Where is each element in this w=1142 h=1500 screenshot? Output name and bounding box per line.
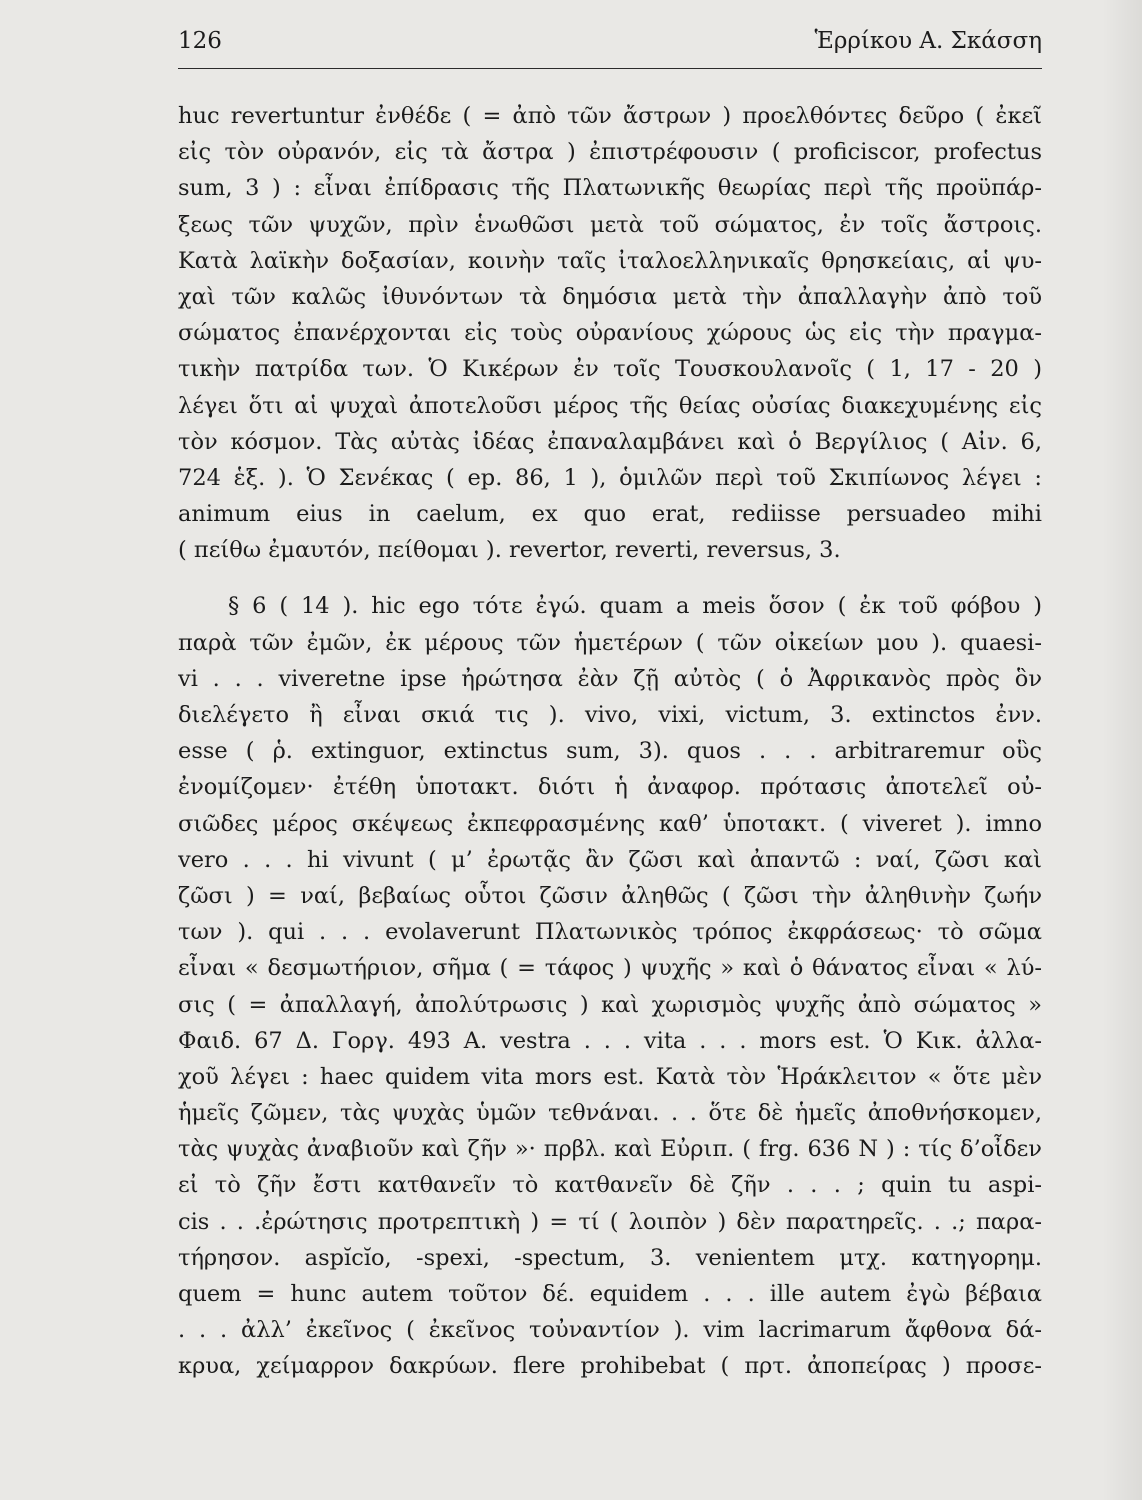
text-line: vi . . . viveretne ipse ἠρώτησα ἐὰν ζῇ αὐτὸς ( ὁ Ἀφρικανὸς πρὸς ὃν <box>178 665 1042 692</box>
text-line: σις ( = ἀπαλλαγή, ἀπολύτρωσις ) καὶ χωρισμὸς ψυχῆς ἀπὸ σώματος » <box>178 991 1042 1018</box>
body-text <box>178 98 1042 1385</box>
text-line: ξεως τῶν ψυχῶν, πρὶν ἑνωθῶσι μετὰ τοῦ σώματος, ἐν τοῖς ἄστροις. <box>178 211 1042 238</box>
text-line: τικὴν πατρίδα των. Ὁ Κικέρων ἐν τοῖς Τουσκουλανοῖς ( 1, 17 - 20 ) <box>178 356 1042 383</box>
paragraph <box>178 98 1042 568</box>
text-line: εἶναι « δεσμωτήριον, σῆμα ( = τάφος ) ψυχῆς » καὶ ὁ θάνατος εἶναι « λύ- <box>178 955 1042 982</box>
text-line: ζῶσι ) = ναί, βεβαίως οὗτοι ζῶσιν ἀληθῶς ( ζῶσι τὴν ἀληθινὴν ζωήν <box>178 882 1042 909</box>
text-line: λέγει ὅτι αἱ ψυχαὶ ἀποτελοῦσι μέρος τῆς θείας οὐσίας διακεχυμένης εἰς <box>178 392 1042 419</box>
text-line: ( πείθω ἐμαυτόν, πείθομαι ). revertor, reverti, reversus, 3. <box>178 537 841 564</box>
text-line: § 6 ( 14 ). hic ego τότε ἐγώ. quam a meis ὅσον ( ἐκ τοῦ φόβου ) <box>228 593 1042 620</box>
text-line: sum, 3 ) : εἶναι ἐπίδρασις τῆς Πλατωνικῆς θεωρίας περὶ τῆς προϋπάρ- <box>178 175 1042 202</box>
text-line: κρυα, χείμαρρον δακρύων. flere prohibebat ( πρτ. ἀποπείρας ) προσε- <box>178 1353 1042 1380</box>
header-rule <box>178 68 1042 69</box>
text-line: εἰ τὸ ζῆν ἔστι κατθανεῖν τὸ κατθανεῖν δὲ ζῆν . . . ; quin tu aspi- <box>178 1172 1042 1199</box>
text-line: cis . . .ἐρώτησις προτρεπτικὴ ) = τί ( λοιπὸν ) δὲν παρατηρεῖς. . .; παρα- <box>178 1208 1042 1235</box>
paragraph <box>178 588 1042 1384</box>
text-line: παρὰ τῶν ἐμῶν, ἐκ μέρους τῶν ἡμετέρων ( τῶν οἰκείων μου ). quaesi- <box>178 629 1042 656</box>
text-line: Φαιδ. 67 Δ. Γοργ. 493 Α. vestra . . . vita . . . mors est. Ὁ Κικ. ἀλλα- <box>178 1027 1042 1054</box>
text-line: χοῦ λέγει : haec quidem vita mors est. Κατὰ τὸν Ἡράκλειτον « ὅτε μὲν <box>178 1063 1042 1090</box>
running-head <box>178 28 1042 68</box>
text-line: εἰς τὸν οὐρανόν, εἰς τὰ ἄστρα ) ἐπιστρέφουσιν ( proficiscor, profectus <box>178 139 1042 166</box>
text-line: των ). qui . . . evolaverunt Πλατωνικὸς τρόπος ἐκφράσεως· τὸ σῶμα <box>178 919 1042 946</box>
text-line: huc revertuntur ἐνθέδε ( = ἀπὸ τῶν ἄστρων ) προελθόντες δεῦρο ( ἐκεῖ <box>178 103 1042 129</box>
text-line: σιῶδες μέρος σκέψεως ἐκπεφρασμένης καθ’ ὑποτακτ. ( viveret ). imno <box>178 810 1042 837</box>
text-line: σώματος ἐπανέρχονται εἰς τοὺς οὐρανίους χώρους ὡς εἰς τὴν πραγμα- <box>178 320 1042 347</box>
text-line: τήρησον. aspĭcĭo, -spexi, -spectum, 3. venientem μτχ. κατηγορημ. <box>178 1244 1042 1271</box>
text-line: quem = hunc autem τοῦτον δέ. equidem . . . ille autem ἐγὼ βέβαια <box>178 1281 1042 1307</box>
text-line: 724 ἑξ. ). Ὁ Σενέκας ( ep. 86, 1 ), ὁμιλῶν περὶ τοῦ Σκιπίωνος λέγει : <box>178 464 1042 491</box>
text-line: animum eius in caelum, ex quo erat, rediisse persuadeo mihi <box>178 501 1042 528</box>
text-line: . . . ἀλλ’ ἐκεῖνος ( ἐκεῖνος τοὐναντίον ). vim lacrimarum ἄφθονα δά- <box>178 1317 1042 1344</box>
text-line: τὰς ψυχὰς ἀναβιοῦν καὶ ζῆν »· πρβλ. καὶ Εὐριπ. ( frg. 636 N ) : τίς δ’οἶδεν <box>178 1136 1042 1163</box>
text-line: τὸν κόσμον. Τὰς αὐτὰς ἰδέας ἐπαναλαμβάνει καὶ ὁ Βεργίλιος ( Αἰν. 6, <box>178 428 1042 455</box>
text-line: ἡμεῖς ζῶμεν, τὰς ψυχὰς ὑμῶν τεθνάναι. . . ὅτε δὲ ἡμεῖς ἀποθνήσκομεν, <box>178 1100 1042 1127</box>
page-number: 126 <box>178 28 222 54</box>
text-line: διελέγετο ἢ εἶναι σκιά τις ). vivo, vixi, victum, 3. extinctos ἐνν. <box>178 702 1042 728</box>
text-line: ἐνομίζομεν· ἐτέθη ὑποτακτ. διότι ἡ ἀναφορ. πρότασις ἀποτελεῖ οὐ- <box>178 774 1042 801</box>
text-line: Κατὰ λαϊκὴν δοξασίαν, κοινὴν ταῖς ἰταλοελληνικαῖς θρησκείαις, αἱ ψυ- <box>178 247 1042 274</box>
paragraph-gap <box>178 568 1042 588</box>
text-line: esse ( ῥ. extinguor, extinctus sum, 3). quos . . . arbitraremur οὓς <box>178 738 1042 765</box>
text-line: χαὶ τῶν καλῶς ἰθυνόντων τὰ δημόσια μετὰ τὴν ἀπαλλαγὴν ἀπὸ τοῦ <box>178 283 1042 310</box>
text-line: vero . . . hi vivunt ( μ’ ἐρωτᾷς ἂν ζῶσι καὶ ἀπαντῶ : ναί, ζῶσι καὶ <box>178 846 1042 873</box>
running-head-author: Ἑρρίκου Α. Σκάσση <box>814 28 1042 54</box>
page-edge-shadow <box>1102 0 1142 1500</box>
